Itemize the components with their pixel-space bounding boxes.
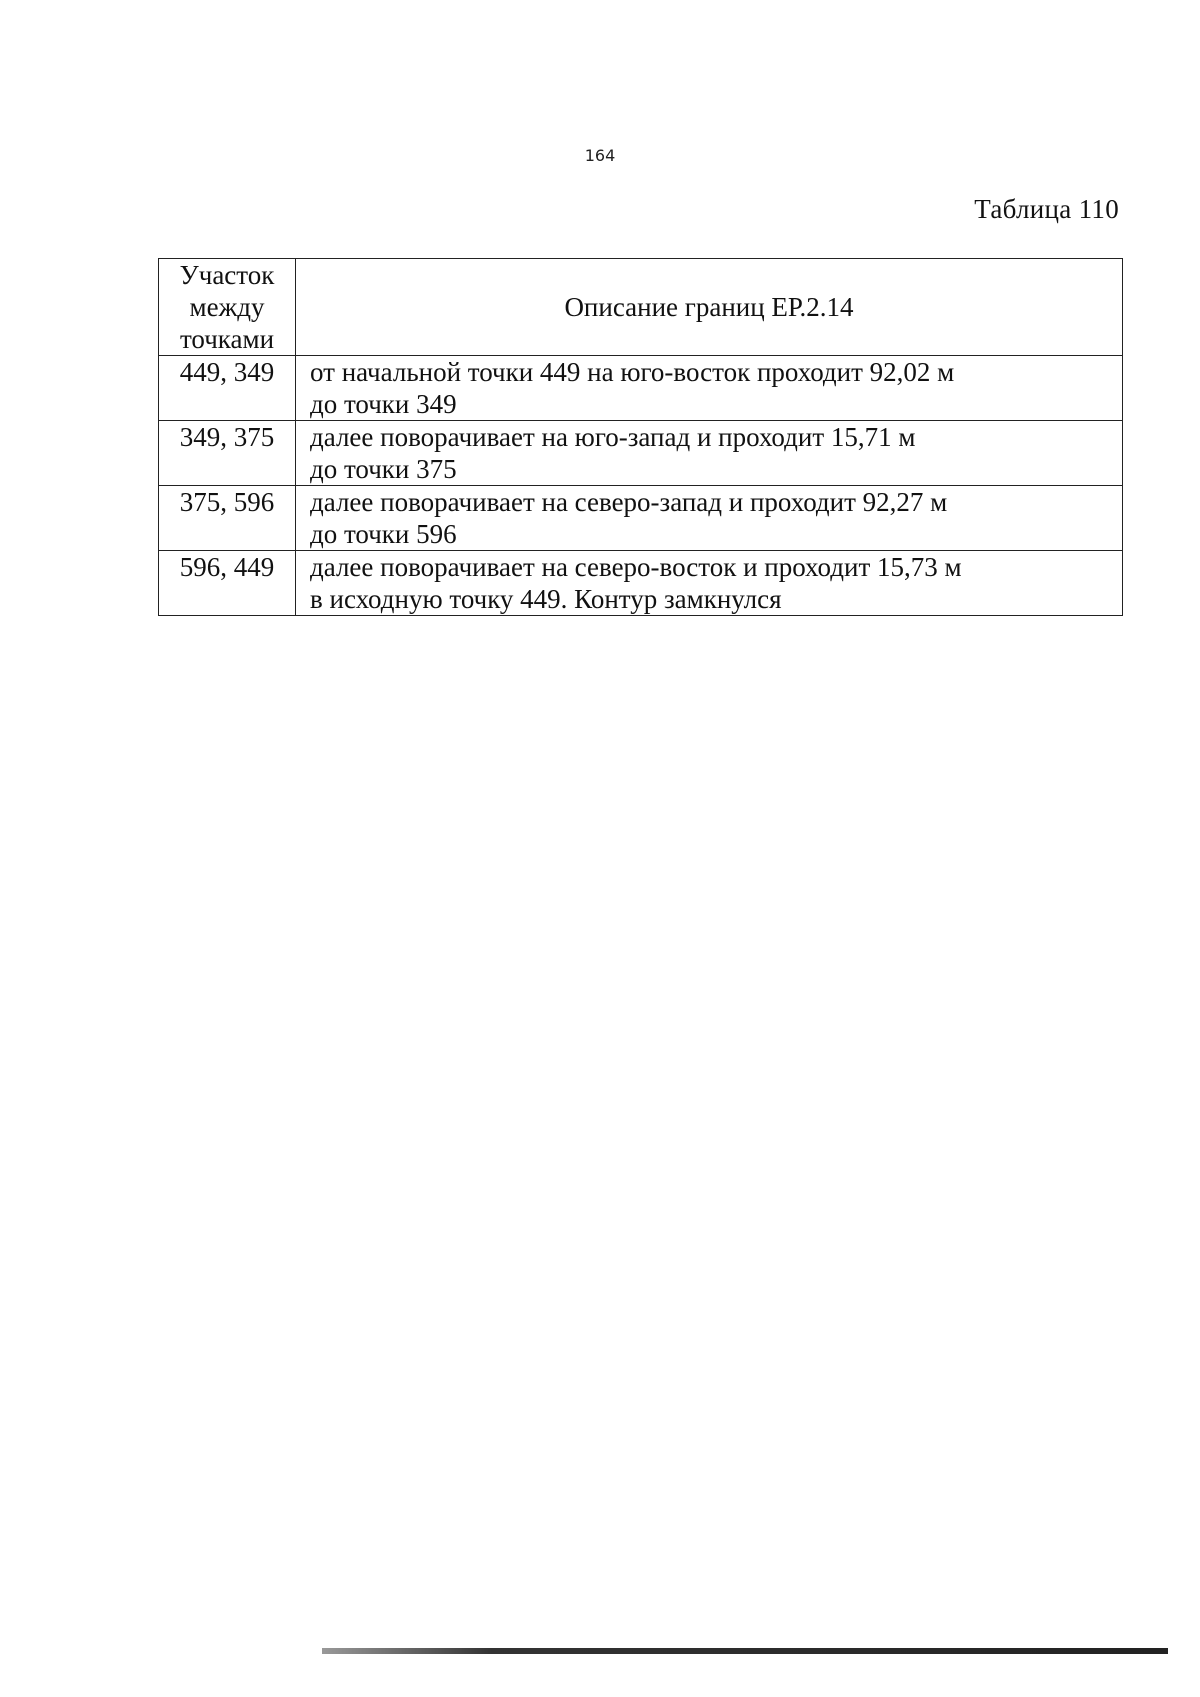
description-line: до точки 349 bbox=[310, 389, 457, 419]
column-header-section-line: Участок bbox=[179, 260, 275, 290]
description-cell bbox=[296, 356, 1123, 421]
table-header-row bbox=[159, 259, 1123, 356]
description-line: далее поворачивает на северо-запад и проходит 92,27 м bbox=[310, 487, 948, 517]
description-cell bbox=[296, 551, 1123, 616]
description-line: далее поворачивает на юго-запад и проходит 15,71 м bbox=[310, 422, 916, 452]
description-line: до точки 375 bbox=[310, 454, 457, 484]
description-line: от начальной точки 449 на юго-восток проходит 92,02 м bbox=[310, 357, 955, 387]
section-cell: 349, 375 bbox=[159, 421, 296, 486]
page-number: 164 bbox=[584, 146, 616, 165]
column-header-section-line: между bbox=[189, 292, 265, 322]
description-line: в исходную точку 449. Контур замкнулся bbox=[310, 584, 782, 614]
boundary-table bbox=[158, 258, 1123, 616]
description-line: далее поворачивает на северо-восток и проходит 15,73 м bbox=[310, 552, 962, 582]
table-row bbox=[159, 421, 1123, 486]
column-header-description: Описание границ ЕР.2.14 bbox=[296, 259, 1123, 356]
table-caption: Таблица 110 bbox=[974, 194, 1119, 224]
section-cell: 375, 596 bbox=[159, 486, 296, 551]
column-header-section bbox=[159, 259, 296, 356]
table-row bbox=[159, 486, 1123, 551]
column-header-section-line: точками bbox=[179, 324, 275, 354]
section-cell: 449, 349 bbox=[159, 356, 296, 421]
table-row bbox=[159, 356, 1123, 421]
bottom-rule bbox=[322, 1648, 1168, 1654]
description-line: до точки 596 bbox=[310, 519, 457, 549]
description-cell bbox=[296, 486, 1123, 551]
section-cell: 596, 449 bbox=[159, 551, 296, 616]
description-cell bbox=[296, 421, 1123, 486]
table-row bbox=[159, 551, 1123, 616]
